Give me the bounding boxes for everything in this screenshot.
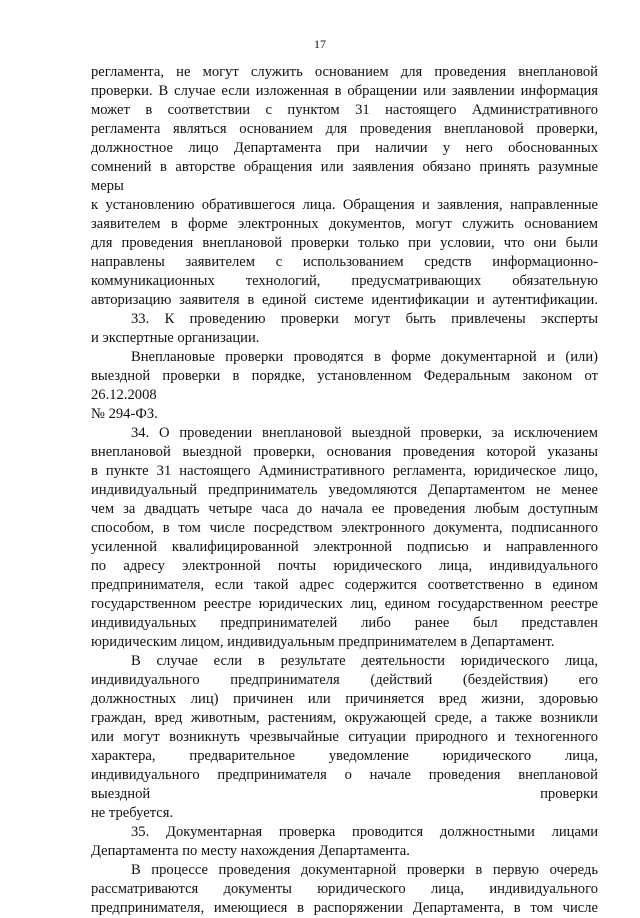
text-line: авторизацию заявителя в единой системе идентификации и аутентификации. [91, 292, 598, 308]
text-line: 26.12.2008 [91, 387, 157, 403]
page-number: 17 [314, 37, 326, 51]
text-line: для проведения внеплановой проверки только при условии, что они были [91, 235, 598, 251]
text-line: В процессе проведения документарной проверки в первую очередь [131, 862, 598, 878]
text-line: рассматриваются документы юридического лица, индивидуального [91, 881, 598, 897]
text-line: должностное лицо Департамента при наличии у него обоснованных [91, 140, 598, 156]
text-line: характера, предварительное уведомление юридического лица, [91, 748, 598, 764]
text-line: В случае если в результате деятельности юридического лица, [131, 653, 598, 669]
text-line: 33. К проведению проверки могут быть привлечены эксперты [131, 311, 598, 327]
text-line: индивидуального предпринимателя (действий (бездействия) его [91, 672, 598, 688]
text-line: предпринимателя, имеющиеся в распоряжении Департамента, в том числе [91, 900, 598, 916]
text-line: государственном реестре юридических лиц, едином государственном реестре [91, 596, 598, 612]
text-line: Департамента по месту нахождения Департамента. [91, 843, 410, 859]
text-line: заявителем в форме электронных документов, могут служить основанием [91, 216, 598, 232]
text-line: 35. Документарная проверка проводится должностными лицами [131, 824, 598, 840]
text-line: может в соответствии с пунктом 31 настоящего Административного [91, 102, 598, 118]
text-line: меры [91, 178, 124, 194]
text-line: способом, в том числе посредством электронного документа, подписанного [91, 520, 598, 536]
text-line: и экспертные организации. [91, 330, 260, 346]
text-line: Внеплановые проверки проводятся в форме документарной и (или) [131, 349, 598, 365]
text-line: в пункте 31 настоящего Административного регламента, юридическое лицо, [91, 463, 598, 479]
text-line: регламента являться основанием для проведения внеплановой проверки, [91, 121, 598, 137]
text-line: внеплановой выездной проверки, основания проведения которой указаны [91, 444, 598, 460]
text-line: регламента, не могут служить основанием для проведения внеплановой [91, 64, 598, 80]
text-line: граждан, вред животным, растениям, окружающей среде, а также возникли [91, 710, 598, 726]
text-line: усиленной квалифицированной электронной подписью и направленного [91, 539, 598, 555]
text-line: № 294-ФЗ. [91, 406, 158, 422]
text-line: чем за двадцать четыре часа до начала ее проведения любым доступным [91, 501, 598, 517]
text-line: к установлению обратившегося лица. Обращения и заявления, направленные [91, 197, 598, 213]
text-line: коммуникационных технологий, предусматривающих обязательную [91, 273, 598, 289]
text-line: юридическим лицом, индивидуальным предпринимателем в Департамент. [91, 634, 555, 650]
text-line: выездной проверки [91, 786, 598, 802]
text-line: или могут возникнуть чрезвычайные ситуации природного и техногенного [91, 729, 598, 745]
text-line: индивидуальных предпринимателей либо ранее был представлен [91, 615, 598, 631]
text-line: должностных лиц) причинен или причиняется вред жизни, здоровью [91, 691, 598, 707]
text-line: не требуется. [91, 805, 174, 821]
text-line: проверки. В случае если изложенная в обращении или заявлении информация [91, 83, 598, 99]
text-line: индивидуального предпринимателя о начале проведения внеплановой [91, 767, 598, 783]
text-line: 34. О проведении внеплановой выездной проверки, за исключением [131, 425, 598, 441]
text-line: индивидуальный предприниматель уведомляются Департаментом не менее [91, 482, 598, 498]
text-line: по адресу электронной почты юридического лица, индивидуального [91, 558, 598, 574]
text-line: выездной проверки в порядке, установленном Федеральным законом от [91, 368, 598, 384]
document-body [91, 63, 598, 918]
text-line: предпринимателя, если такой адрес содержится соответственно в едином [91, 577, 598, 593]
text-line: направлены заявителем с использованием средств информационно- [91, 254, 598, 270]
text-line: сомнений в авторстве обращения или заявления обязано принять разумные [91, 159, 598, 175]
